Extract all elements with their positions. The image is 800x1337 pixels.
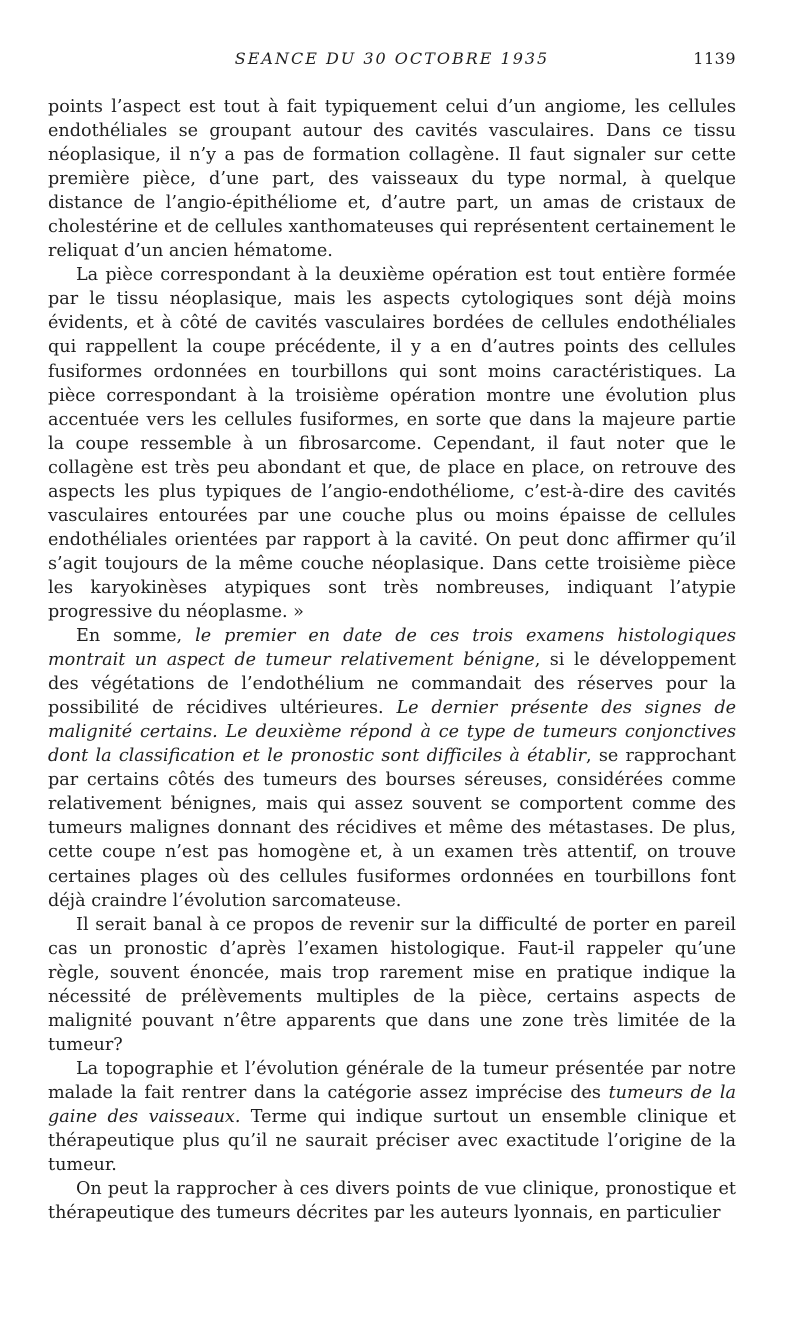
body-text: [48, 95, 736, 1225]
paragraph-6: On peut la rapprocher à ces divers points de vue clinique, pronostique et thérapeutique des tumeurs décrites par les auteurs lyonnais, en particulier: [48, 1179, 736, 1224]
paragraph-5: [48, 1057, 736, 1177]
paragraph-3-text: En somme,: [76, 626, 196, 647]
paragraph-2: La pièce correspondant à la deuxième opération est tout entière formée par le tissu néoplasique, mais les aspects cytologiques sont déjà moins évidents, et à côté de cavités vasculaires bordées de cellules endothéliales qui rappellent la coupe précédente, il y a en d’autres points des cellules fusiformes ordonnées en tourbillons qui sont moins caractéristiques. La pièce correspondant à la troisième opération montre une évolution plus accentuée vers les cellules fusiformes, en sorte que dans la majeure partie la coupe ressemble à un fibrosarcome. Cependant, il faut noter que le collagène est très peu abondant et que, de place en place, on retrouve des aspects les plus typiques de l’angio-endothéliome, c’est-à-dire des cavités vasculaires entourées par une couche plus ou moins épaisse de cellules endothéliales orientées par rapport à la cavité. On peut donc affirmer qu’il s’agit toujours de la même couche néoplasique. Dans cette troisième pièce les karyokinèses atypiques sont très nombreuses, indiquant l’atypie progressive du néoplasme. »: [48, 265, 736, 622]
running-head: SEANCE DU 30 OCTOBRE 1935: [234, 49, 550, 68]
paragraph-4: Il serait banal à ce propos de revenir sur la difficulté de porter en pareil cas un pronostic d’après l’examen histologique. Faut-il rappeler qu’une règle, souvent énoncée, mais trop rarement mise en pratique indique la nécessité de prélèvements multiples de la pièce, certains aspects de malignité pouvant n’être apparents que dans une zone très limitée de la tumeur?: [48, 914, 736, 1055]
paragraph-5-text: Terme qui indique surtout un ensemble clinique et thérapeutique plus qu’il ne saurait préciser avec exactitude l’origine de la tumeur.: [48, 1106, 736, 1176]
paragraph-5-text: La topographie et l’évolution générale de la tumeur présentée par notre malade la fait rentrer dans la catégorie assez imprécise des: [48, 1058, 736, 1103]
paragraph-5-italic: tumeurs de la gaine des vaisseaux.: [48, 1082, 736, 1127]
page-header: [48, 49, 736, 73]
paragraph-3-italic-1: le premier en date de ces trois examens histologiques montrait un aspect de tumeur relativement bénigne: [48, 626, 736, 671]
paragraph-3-text: , se rapprochant par certains côtés des tumeurs des bourses séreuses, considérées comme relativement bénignes, mais qui assez souvent se comportent comme des tumeurs malignes donnant des récidives et même des métastases. De plus, cette coupe n’est pas homogène et, à un examen très attentif, on trouve certaines plages où des cellules fusiformes ordonnées en tourbillons font déjà craindre l’évolution sarcomateuse.: [48, 746, 736, 911]
paragraph-3-text: , si le développement des végétations de l’endothélium ne commandait des réserves pour la possibilité de récidives ultérieures.: [48, 650, 736, 719]
paragraph-3: [48, 624, 736, 913]
page-number: 1139: [693, 49, 736, 68]
paragraph-1: points l’aspect est tout à fait typiquement celui d’un angiome, les cellules endothéliales se groupant autour des cavités vasculaires. Dans ce tissu néoplasique, il n’y a pas de formation collagène. Il faut signaler sur cette première pièce, d’une part, des vaisseaux du type normal, à quelque distance de l’angio-épithéliome et, d’autre part, un amas de cristaux de cholestérine et de cellules xanthomateuses qui représentent certainement le reliquat d’un ancien hématome.: [48, 97, 736, 262]
paragraph-3-italic-2: Le dernier présente des signes de malignité certains. Le deuxième répond à ce type de tumeurs conjonctives dont la classification et le pronostic sont difficiles à établir: [48, 698, 736, 767]
